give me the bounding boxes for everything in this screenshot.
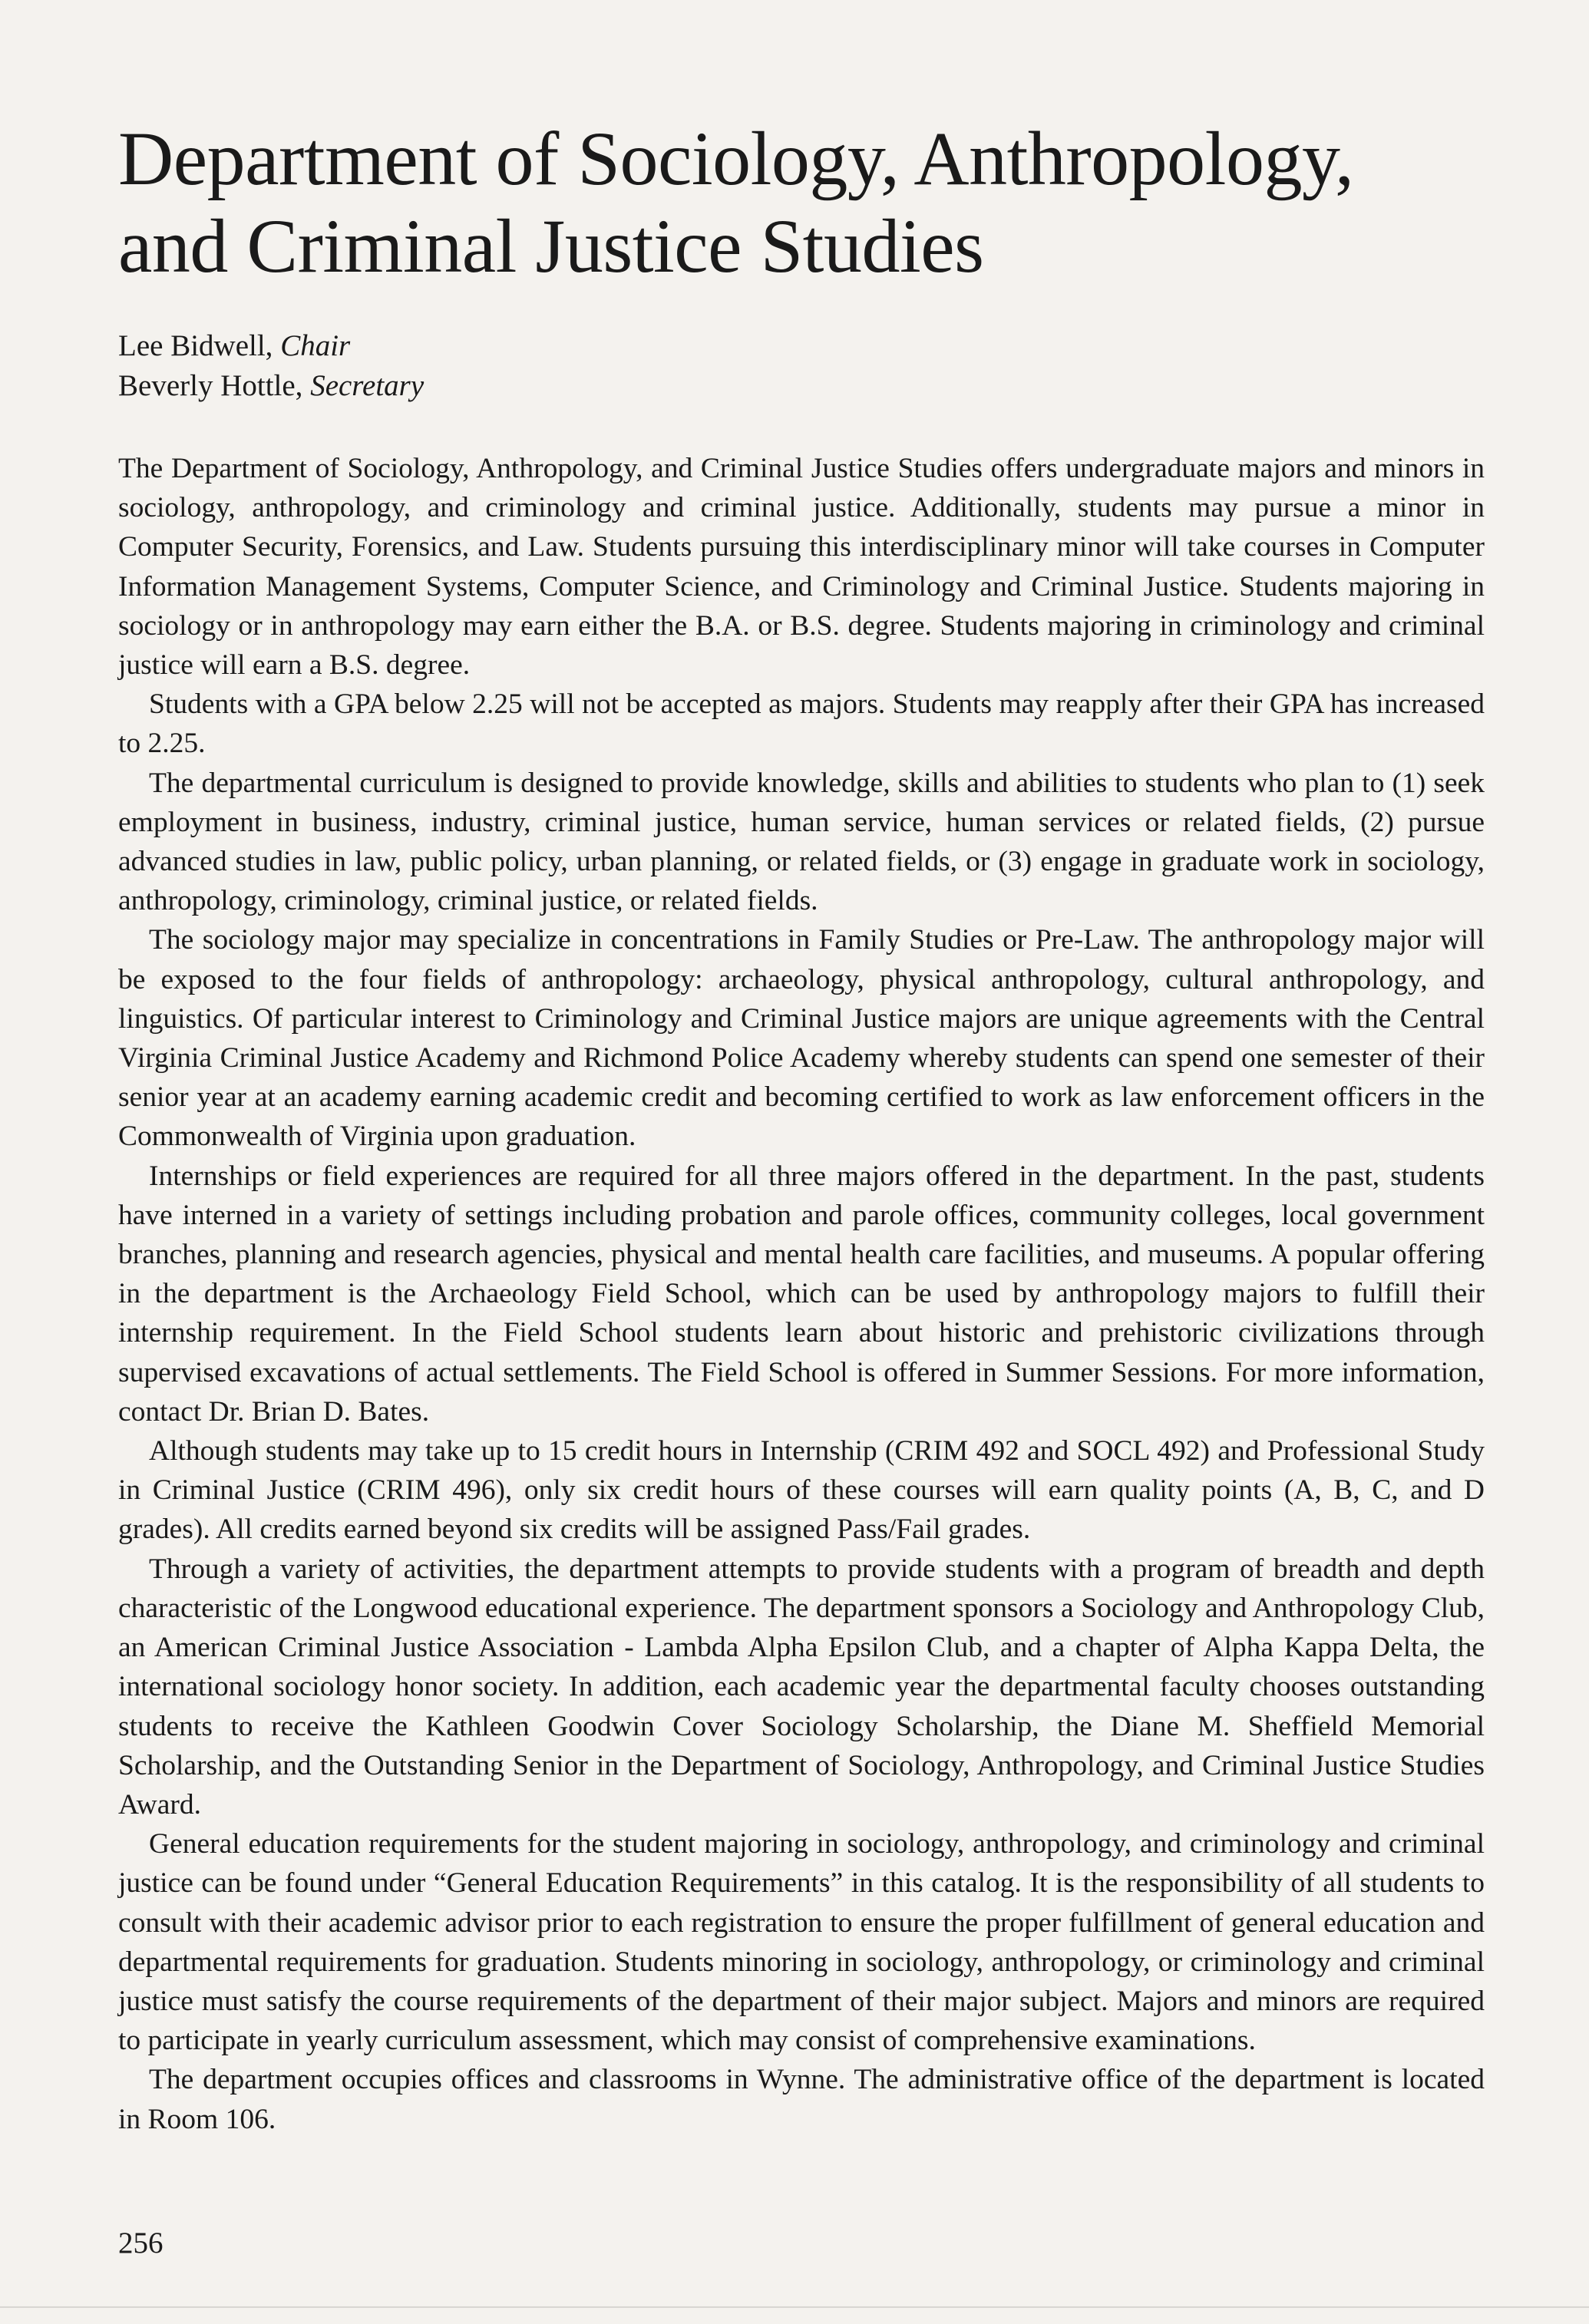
title-line-2: and Criminal Justice Studies — [118, 203, 984, 289]
staff-list — [118, 326, 424, 406]
paragraph-curriculum: The departmental curriculum is designed to provide knowledge, skills and abilities to students who plan to (1) seek employment in business, industry, criminal justice, human service, human services or related fields, (2) pursue advanced studies in law, public policy, urban planning, or related fields, or (3) engage in graduate work in sociology, anthropology, criminology, criminal justice, or related fields. — [118, 767, 1485, 917]
staff-secretary — [118, 366, 424, 406]
paragraph-credit-hours: Although students may take up to 15 credit hours in Internship (CRIM 492 and SOCL 492) and Professional Study in Criminal Justice (CRIM 496), only six credit hours of these courses will earn quality points (A, B, C, and D grades). All credits earned beyond six credits will be assigned Pass/Fail grades. — [118, 1435, 1485, 1546]
staff-role: Chair — [280, 329, 351, 362]
staff-chair — [118, 326, 424, 366]
staff-name: Beverly Hottle, — [118, 369, 311, 402]
page-number: 256 — [118, 2227, 164, 2260]
paragraph-gpa: Students with a GPA below 2.25 will not be accepted as majors. Students may reapply after their GPA has increased to 2.25. — [118, 688, 1485, 760]
staff-name: Lee Bidwell, — [118, 329, 281, 362]
staff-role: Secretary — [310, 369, 425, 402]
page-title — [118, 115, 1500, 290]
body-text — [118, 449, 1485, 2139]
paragraph-internships: Internships or field experiences are required for all three majors offered in the department. In the past, students have interned in a variety of settings including probation and parole offices, community colleges, local government branches, planning and research agencies, physical and mental health care facilities, and museums. A popular offering in the department is the Archaeology Field School, which can be used by anthropology majors to fulfill their internship requirement. In the Field School students learn about historic and prehistoric civilizations through supervised excavations of actual settlements. The Field School is offered in Summer Sessions. For more information, contact Dr. Brian D. Bates. — [118, 1160, 1485, 1428]
paragraph-intro: The Department of Sociology, Anthropology, and Criminal Justice Studies offers undergraduate majors and minors in sociology, anthropology, and criminology and criminal justice. Additionally, students may pursue a minor in Computer Security, Forensics, and Law. Students pursuing this interdisciplinary minor will take courses in Computer Information Management Systems, Computer Science, and Criminology and Criminal Justice. Students majoring in sociology or in anthropology may earn either the B.A. or B.S. degree. Students majoring in criminology and criminal justice will earn a B.S. degree. — [118, 453, 1485, 682]
paragraph-majors: The sociology major may specialize in concentrations in Family Studies or Pre-Law. The anthropology major will be exposed to the four fields of anthropology: archaeology, physical anthropology, cultural anthropology, and linguistics. Of particular interest to Criminology and Criminal Justice majors are unique agreements with the Central Virginia Criminal Justice Academy and Richmond Police Academy whereby students can spend one semester of their senior year at an academy earning academic credit and becoming certified to work as law enforcement officers in the Commonwealth of Virginia upon graduation. — [118, 924, 1485, 1153]
paragraph-offices: The department occupies offices and classrooms in Wynne. The administrative office of the department is located in Room 106. — [118, 2064, 1485, 2135]
bottom-divider — [0, 2306, 1589, 2308]
paragraph-requirements: General education requirements for the student majoring in sociology, anthropology, and criminology and criminal justice can be found under “General Education Requirements” in this catalog. It is the responsibility of all students to consult with their academic advisor prior to each registration to ensure the proper fulfillment of general education and departmental requirements for graduation. Students minoring in sociology, anthropology, or criminology and criminal justice must satisfy the course requirements of the department of their major subject. Majors and minors are required to participate in yearly curriculum assessment, which may consist of comprehensive examinations. — [118, 1828, 1485, 2057]
title-line-1: Department of Sociology, Anthropology, — [118, 116, 1354, 201]
paragraph-activities: Through a variety of activities, the department attempts to provide students with a program of breadth and depth characteristic of the Longwood educational experience. The department sponsors a Sociology and Anthropology Club, an American Criminal Justice Association - Lambda Alpha Epsilon Club, and a chapter of Alpha Kappa Delta, the international sociology honor society. In addition, each academic year the departmental faculty chooses outstanding students to receive the Kathleen Goodwin Cover Sociology Scholarship, the Diane M. Sheffield Memorial Scholarship, and the Outstanding Senior in the Department of Sociology, Anthropology, and Criminal Justice Studies Award. — [118, 1553, 1485, 1821]
